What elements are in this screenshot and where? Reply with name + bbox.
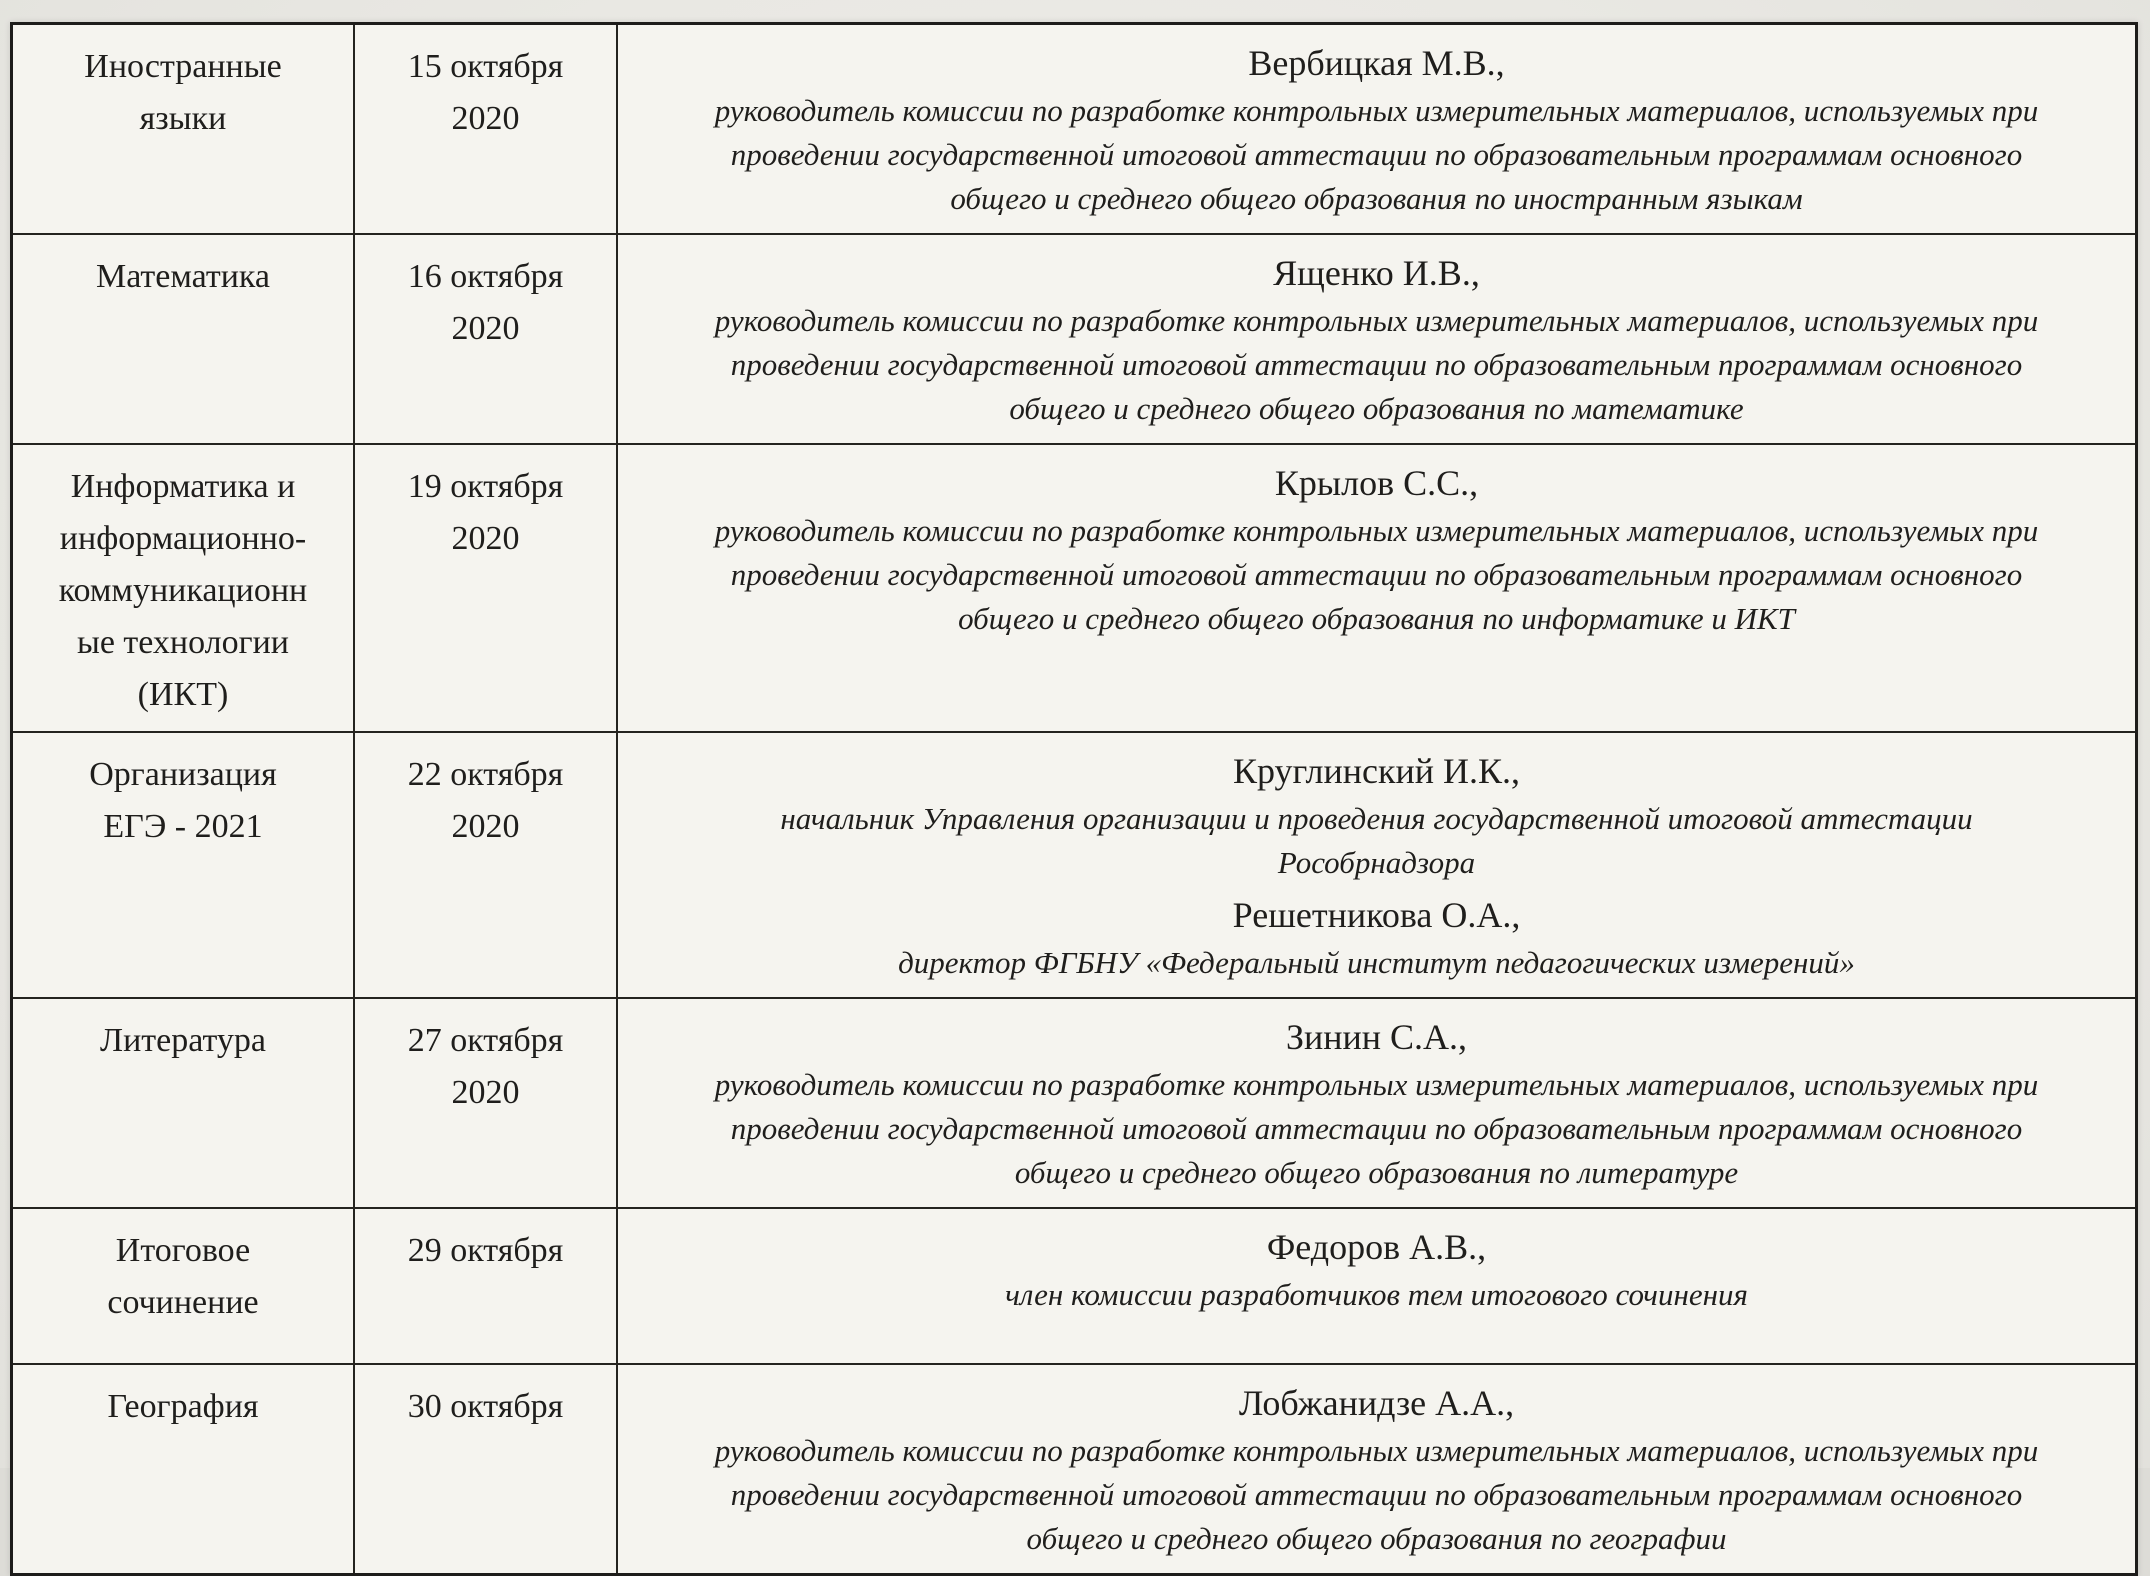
- table-row: [13, 1365, 2135, 1573]
- person-name: Крылов С.С.,: [1274, 463, 1479, 503]
- person-role-line: проведении государственной итоговой аттестации по образовательным программам основного: [730, 137, 2023, 172]
- table-row: [13, 235, 2135, 445]
- date-line: 19 октября: [407, 468, 564, 505]
- subject-line: коммуникационн: [58, 572, 308, 609]
- person-cell: [618, 999, 2135, 1207]
- person-role-line: проведении государственной итоговой аттестации по образовательным программам основного: [730, 557, 2023, 592]
- date-line: 2020: [451, 520, 520, 557]
- subject-cell: [13, 1365, 355, 1573]
- table-row: [13, 1209, 2135, 1365]
- subject-line: Литература: [100, 1022, 266, 1059]
- subject-line: Организация: [89, 756, 277, 793]
- person-name: Зинин С.А.,: [1285, 1017, 1468, 1057]
- subject-line: (ИКТ): [137, 676, 229, 713]
- person-role-line: руководитель комиссии по разработке контрольных измерительных материалов, используемых при: [714, 1067, 2039, 1102]
- date-cell: [355, 733, 618, 997]
- date-cell: [355, 445, 618, 731]
- table-row: [13, 445, 2135, 733]
- person-role-line: общего и среднего общего образования по литературе: [1014, 1155, 1739, 1190]
- date-line: 15 октября: [407, 48, 564, 85]
- person-role-line: общего и среднего общего образования по географии: [1026, 1521, 1727, 1556]
- person-name: Вербицкая М.В.,: [1248, 43, 1505, 83]
- person-role-line: руководитель комиссии по разработке контрольных измерительных материалов, используемых при: [714, 93, 2039, 128]
- person-role-line: директор ФГБНУ «Федеральный институт педагогических измерений»: [898, 945, 1855, 980]
- subject-cell: [13, 1209, 355, 1363]
- date-line: 2020: [451, 1074, 520, 1111]
- person-role-line: начальник Управления организации и проведения государственной итоговой аттестации: [780, 801, 1973, 836]
- person-cell: [618, 1209, 2135, 1363]
- subject-cell: [13, 999, 355, 1207]
- person-name: Решетникова О.А.,: [1232, 895, 1521, 935]
- date-line: 2020: [451, 808, 520, 845]
- subject-line: Итоговое: [115, 1232, 251, 1269]
- person-role-line: общего и среднего общего образования по иностранным языкам: [950, 181, 1803, 216]
- subject-line: языки: [139, 100, 227, 137]
- person-role-line: Рособрнадзора: [1277, 845, 1476, 880]
- date-line: 16 октября: [407, 258, 564, 295]
- person-cell: [618, 445, 2135, 731]
- person-cell: [618, 235, 2135, 443]
- person-cell: [618, 733, 2135, 997]
- person-role-line: руководитель комиссии по разработке контрольных измерительных материалов, используемых при: [714, 1433, 2039, 1468]
- subject-line: сочинение: [107, 1284, 259, 1321]
- table-row: [13, 999, 2135, 1209]
- date-line: 29 октября: [407, 1232, 564, 1269]
- person-name: Ященко И.В.,: [1273, 253, 1480, 293]
- schedule-table: [10, 22, 2138, 1576]
- subject-line: География: [107, 1388, 259, 1425]
- date-line: 27 октября: [407, 1022, 564, 1059]
- date-cell: [355, 1365, 618, 1573]
- person-role-line: член комиссии разработчиков тем итогового сочинения: [1005, 1277, 1748, 1312]
- person-role-line: проведении государственной итоговой аттестации по образовательным программам основного: [730, 1477, 2023, 1512]
- date-cell: [355, 235, 618, 443]
- date-cell: [355, 1209, 618, 1363]
- person-role-line: руководитель комиссии по разработке контрольных измерительных материалов, используемых при: [714, 303, 2039, 338]
- table-row: [13, 25, 2135, 235]
- subject-line: ые технологии: [77, 624, 289, 661]
- date-cell: [355, 999, 618, 1207]
- date-line: 22 октября: [407, 756, 564, 793]
- person-role-line: проведении государственной итоговой аттестации по образовательным программам основного: [730, 1111, 2023, 1146]
- person-name: Федоров А.В.,: [1266, 1227, 1487, 1267]
- person-role-line: общего и среднего общего образования по информатике и ИКТ: [958, 601, 1795, 636]
- person-role-line: проведении государственной итоговой аттестации по образовательным программам основного: [730, 347, 2023, 382]
- person-name: Лобжанидзе А.А.,: [1238, 1383, 1515, 1423]
- date-line: 30 октября: [407, 1388, 564, 1425]
- date-line: 2020: [451, 100, 520, 137]
- person-cell: [618, 1365, 2135, 1573]
- subject-cell: [13, 25, 355, 233]
- person-role-line: руководитель комиссии по разработке контрольных измерительных материалов, используемых при: [714, 513, 2039, 548]
- person-name: Круглинский И.К.,: [1233, 751, 1520, 791]
- date-line: 2020: [451, 310, 520, 347]
- table-row: [13, 733, 2135, 999]
- subject-line: Информатика и: [70, 468, 296, 505]
- subject-line: ЕГЭ - 2021: [103, 808, 263, 845]
- date-cell: [355, 25, 618, 233]
- person-role-line: общего и среднего общего образования по математике: [1009, 391, 1744, 426]
- subject-cell: [13, 733, 355, 997]
- subject-cell: [13, 235, 355, 443]
- subject-line: Иностранные: [84, 48, 282, 85]
- subject-line: Математика: [95, 258, 271, 295]
- subject-line: информационно-: [59, 520, 307, 557]
- subject-cell: [13, 445, 355, 731]
- person-cell: [618, 25, 2135, 233]
